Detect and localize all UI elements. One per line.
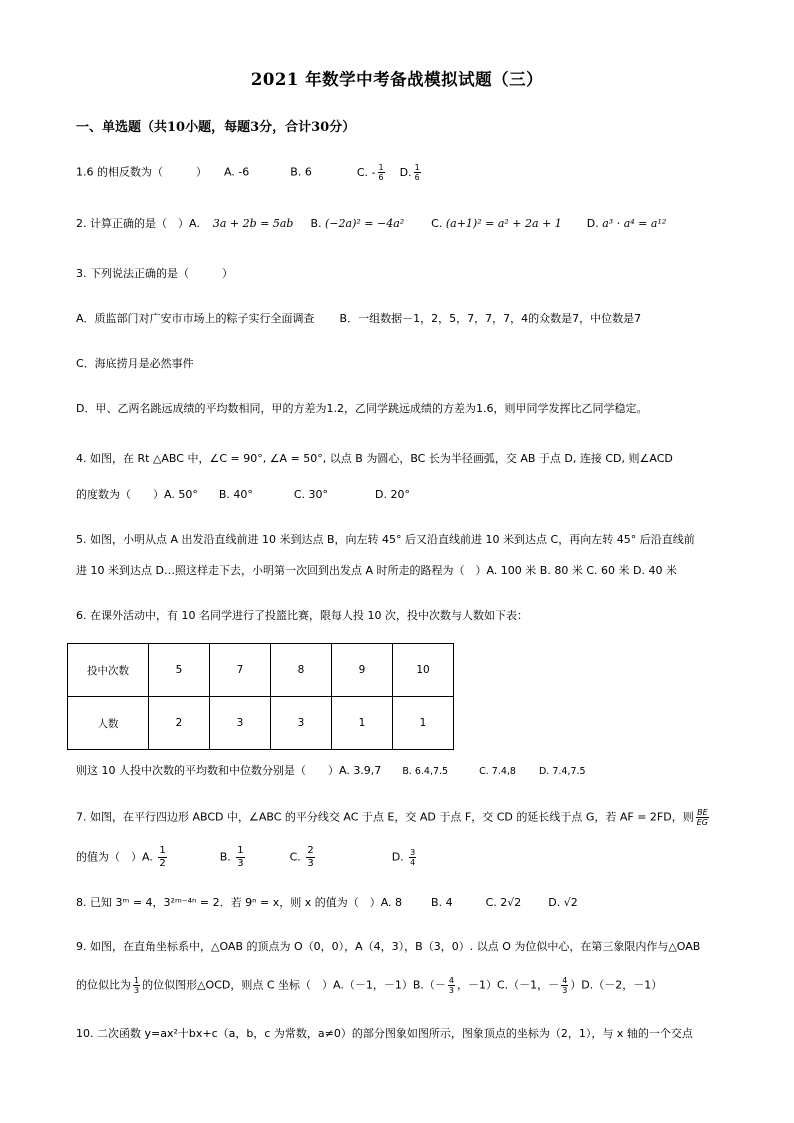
q4-option-b: B. 40°	[218, 488, 253, 501]
q1-option-a: A. -6	[224, 165, 250, 179]
question-8	[76, 895, 578, 911]
q4-option-d: D. 20°	[375, 488, 411, 501]
section-heading: 一、单选题（共10小题，每题3分，合计30分）	[76, 120, 356, 135]
q1-option-b: B. 6	[290, 165, 312, 179]
q7-option-b: $\frac{1}{3}$	[237, 845, 244, 869]
q7-option-a: $\frac{1}{2}$	[159, 845, 166, 869]
q9-ratio: $\frac{1}{3}$	[134, 976, 140, 995]
q2-option-d-label: D.	[586, 217, 599, 230]
q7-option-b-label: B.	[219, 850, 231, 864]
q2-option-b-label: B.	[310, 217, 322, 230]
q9-option-c-frac: $\frac{4}{3}$	[562, 976, 568, 995]
q2-option-b: (−2a)² = −4a²	[325, 217, 405, 230]
table-cell: 5	[149, 644, 210, 697]
q8-option-d: D. √2	[548, 896, 578, 909]
q6-after-table	[76, 763, 586, 780]
q8-stem: 8. 已知 3ᵐ = 4，3²ᵐ⁻⁴ⁿ = 2．若 9ⁿ = x，则 x 的值为（ ）A. 8	[76, 896, 403, 909]
question-2	[76, 216, 666, 232]
q6-option-c: C. 7.4,8	[479, 766, 516, 777]
table-cell: 10	[393, 644, 454, 697]
table-header-cell: 投中次数	[68, 644, 149, 697]
q6-option-d: D. 7.4,7.5	[538, 766, 586, 777]
q2-option-d: a³ · a⁴ = a¹²	[602, 217, 667, 230]
q10-line-1: 10. 二次函数 y=ax²十bx+c（a，b，c 为常数，a≠0）的部分图象如图所示，图象顶点的坐标为（2，1），与 x 轴的一个交点	[76, 1027, 693, 1040]
q1-option-d: D. $\frac{1}{6}$	[399, 163, 420, 182]
table-cell: 3	[271, 697, 332, 750]
q7-line-2	[76, 845, 418, 870]
score-table	[67, 643, 454, 750]
q7-option-c: $\frac{2}{3}$	[307, 845, 314, 869]
q7-option-d-label: D.	[391, 850, 404, 864]
q7-line-1	[76, 808, 711, 827]
q2-option-a: 3a + 2b = 5ab	[212, 217, 294, 230]
table-cell: 9	[332, 644, 393, 697]
q4-option-a: 的度数为（ ）A. 50°	[76, 488, 198, 501]
q9-options-ab: 的位似图形△OCD，则点 C 坐标（ ）A.（－1，－1）B.（－	[142, 978, 446, 992]
q7-option-a-label: 的值为（ ）A.	[76, 850, 153, 864]
table-row	[68, 697, 454, 750]
table-header-cell: 人数	[68, 697, 149, 750]
q6-option-b: B. 6.4,7.5	[402, 766, 449, 777]
q9-option-b-frac: $\frac{4}{3}$	[448, 976, 454, 995]
q7-ratio: $\frac{BE}{EG}$	[696, 808, 708, 827]
q8-option-b: B. 4	[431, 896, 453, 909]
question-1	[76, 163, 423, 182]
q1-option-c: C. - $\frac{1}{6}$	[356, 163, 384, 182]
table-cell: 2	[149, 697, 210, 750]
table-cell: 1	[393, 697, 454, 750]
q5-line-1: 5. 如图，小明从点 A 出发沿直线前进 10 米到达点 B，向左转 45° 后又沿直线前进 10 米到达点 C，再向左转 45° 后沿直线前	[76, 533, 695, 546]
q1-stem: 1.6 的相反数为（ ）	[76, 165, 207, 179]
q2-option-c-label: C.	[431, 217, 443, 230]
q4-line-2	[76, 487, 410, 503]
q3-option-d: D．甲、乙两名跳远成绩的平均数相同，甲的方差为1.2，乙同学跳远成绩的方差为1.6，则甲同学发挥比乙同学稳定。	[76, 402, 648, 415]
q9-options-bc: ，－1）C.（－1，－	[457, 978, 560, 992]
q4-option-c: C. 30°	[293, 488, 329, 501]
table-cell: 7	[210, 644, 271, 697]
q2-stem: 2. 计算正确的是（ ）A.	[76, 217, 200, 230]
q9-text: 的位似比为	[76, 978, 131, 992]
q3-stem: 3. 下列说法正确的是（ ）	[76, 267, 233, 280]
table-row	[68, 644, 454, 697]
q6-option-a: 则这 10 人投中次数的平均数和中位数分别是（ ）A. 3.9,7	[76, 764, 382, 777]
q3-option-a-and-b	[76, 311, 641, 327]
q7-stem: 7. 如图，在平行四边形 ABCD 中，∠ABC 的平分线交 AC 于点 E，交 AD 于点 F，交 CD 的延长线于点 G，若 AF = 2FD，则	[76, 810, 694, 824]
q6-stem: 6. 在课外活动中，有 10 名同学进行了投篮比赛，限每人投 10 次，投中次数与人数如下表：	[76, 609, 528, 622]
q9-options-cd: ）D.（－2，－1）	[570, 978, 663, 992]
q5-line-2: 进 10 米到达点 D…照这样走下去，小明第一次回到出发点 A 时所走的路程为（ ）A. 100 米 B. 80 米 C. 60 米 D. 40 米	[76, 564, 677, 577]
q7-option-d: $\frac{3}{4}$	[410, 848, 416, 867]
q9-line-1: 9. 如图，在直角坐标系中，△OAB 的顶点为 O（0，0），A（4，3），B（3，0）. 以点 O 为位似中心，在第三象限内作与△OAB	[76, 940, 701, 953]
page-title: 2021 年数学中考备战模拟试题（三）	[250, 70, 544, 89]
table-cell: 8	[271, 644, 332, 697]
q7-option-c-label: C.	[289, 850, 301, 864]
q3-option-b: B．一组数据－1，2，5，7，7，7，4的众数是7，中位数是7	[339, 312, 642, 325]
q9-line-2	[76, 976, 662, 995]
table-cell: 1	[332, 697, 393, 750]
table-cell: 3	[210, 697, 271, 750]
q3-option-a: A．质监部门对广安市市场上的粽子实行全面调查	[76, 312, 315, 325]
q4-line-1: 4. 如图，在 Rt △ABC 中，∠C = 90°, ∠A = 50°, 以点 B 为圆心，BC 长为半径画弧，交 AB 于点 D, 连接 CD, 则∠ACD	[76, 452, 673, 465]
q8-option-c: C. 2√2	[485, 896, 522, 909]
q2-option-c: (a+1)² = a² + 2a + 1	[445, 217, 562, 230]
q3-option-c: C．海底捞月是必然事件	[76, 357, 194, 370]
